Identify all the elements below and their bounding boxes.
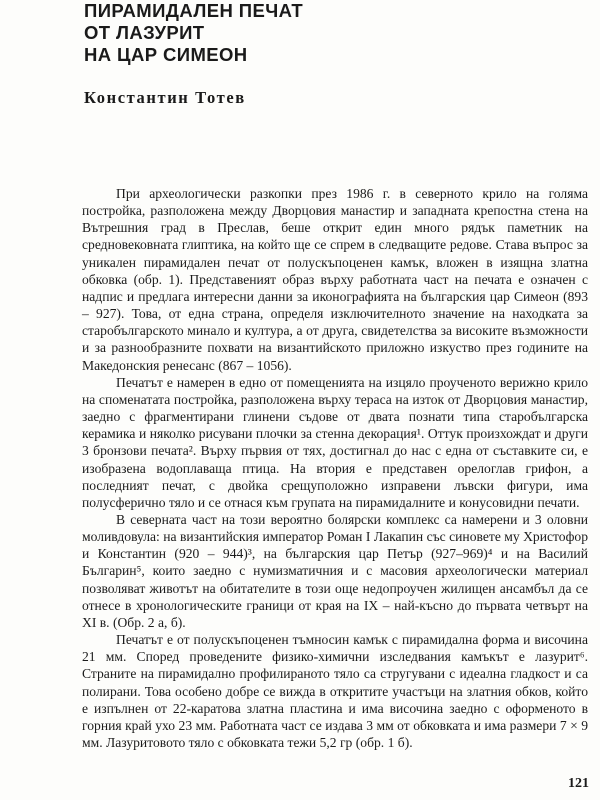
body-paragraph: Печатът е намерен в едно от помещенията на изцяло проученото верижно крило на споменатата постройка, разположена върху тераса на изток от Дворцовия манастир, заедно с фрагментирани глинени съдове от двата познати типа старобългарска керамика и няколко рисувани плочки за стенна декорация¹. Оттук произхождат и други 3 бронзови печата². Върху първия от тях, достигнал до нас с една от съставките си, е изобразена водоплаваща птица. На втория е представен орелоглав грифон, а последният печат, с двойка срещуположно изправени лъвски фигури, има полусферично тяло и се отнася към групата на пирамидалните и конусовидни печати. bbox=[82, 374, 588, 510]
title-line: НА ЦАР СИМЕОН bbox=[84, 44, 248, 65]
author-name: Константин Тотев bbox=[84, 88, 246, 107]
title-line: ОТ ЛАЗУРИТ bbox=[84, 22, 205, 43]
body-paragraph: Печатът е от полускъпоценен тъмносин камък с пирамидална форма и височина 21 мм. Според проведените физико-химични изследвания камъкът е лазурит⁶. Страните на пирамидално профилираното тяло са стругувани с идеална гладкост и са полирани. Това особено добре се вижда в откритите участъци на златния обков, който е изпълнен от 22-каратова златна пластина и има височина заедно с оформеното в горния край ухо 23 мм. Работната част се издава 3 мм от обковката и има размери 7 × 9 мм. Лазуритовото тяло с обковката тежи 5,2 гр (обр. 1 б). bbox=[82, 632, 588, 750]
title-line: ПИРАМИДАЛЕН ПЕЧАТ bbox=[84, 0, 304, 21]
article-title bbox=[84, 0, 504, 66]
body-paragraph: В северната част на този вероятно болярски комплекс са намерени и 3 оловни моливдовула: на византийския император Роман I Лакапин със синовете му Христофор и Константин (920 – 944)³, на българския цар Петър (927–969)⁴ и на Василий Българин⁵, които заедно с нумизматичния и с масовия археологически материал позволяват животът на обитателите в този още недопроучен жилищен ансамбъл да се отнесе в хронологическите граници от края на IX – най-късно до първата четвърт на XI в. (Обр. 2 а, б). bbox=[82, 511, 588, 630]
body-paragraph: При археологически разкопки през 1986 г. в северното крило на голяма постройка, разположена между Дворцовия манастир и западната крепостна стена на Вътрешния град в Преслав, беше открит един много рядък паметник на средновековната глиптика, на който ще се спрем в следващите редове. Става въпрос за уникален пирамидален печат от полускъпоценен камък, вложен в изящна златна обковка (обр. 1). Представеният образ върху работната част на печата е означен с надпис и предлага интересни данни за иконографията на българския цар Симеон (893 – 927). Това, от една страна, определя изключителното значение на находката за старобългарското минало и култура, а от друга, свидетелства за високите възможности и за разнообразните похвати на византийското приложно изкуство през годините на Македонския ренесанс (867 – 1056). bbox=[82, 186, 588, 373]
page-number: 121 bbox=[568, 776, 589, 791]
article-body bbox=[82, 185, 588, 751]
